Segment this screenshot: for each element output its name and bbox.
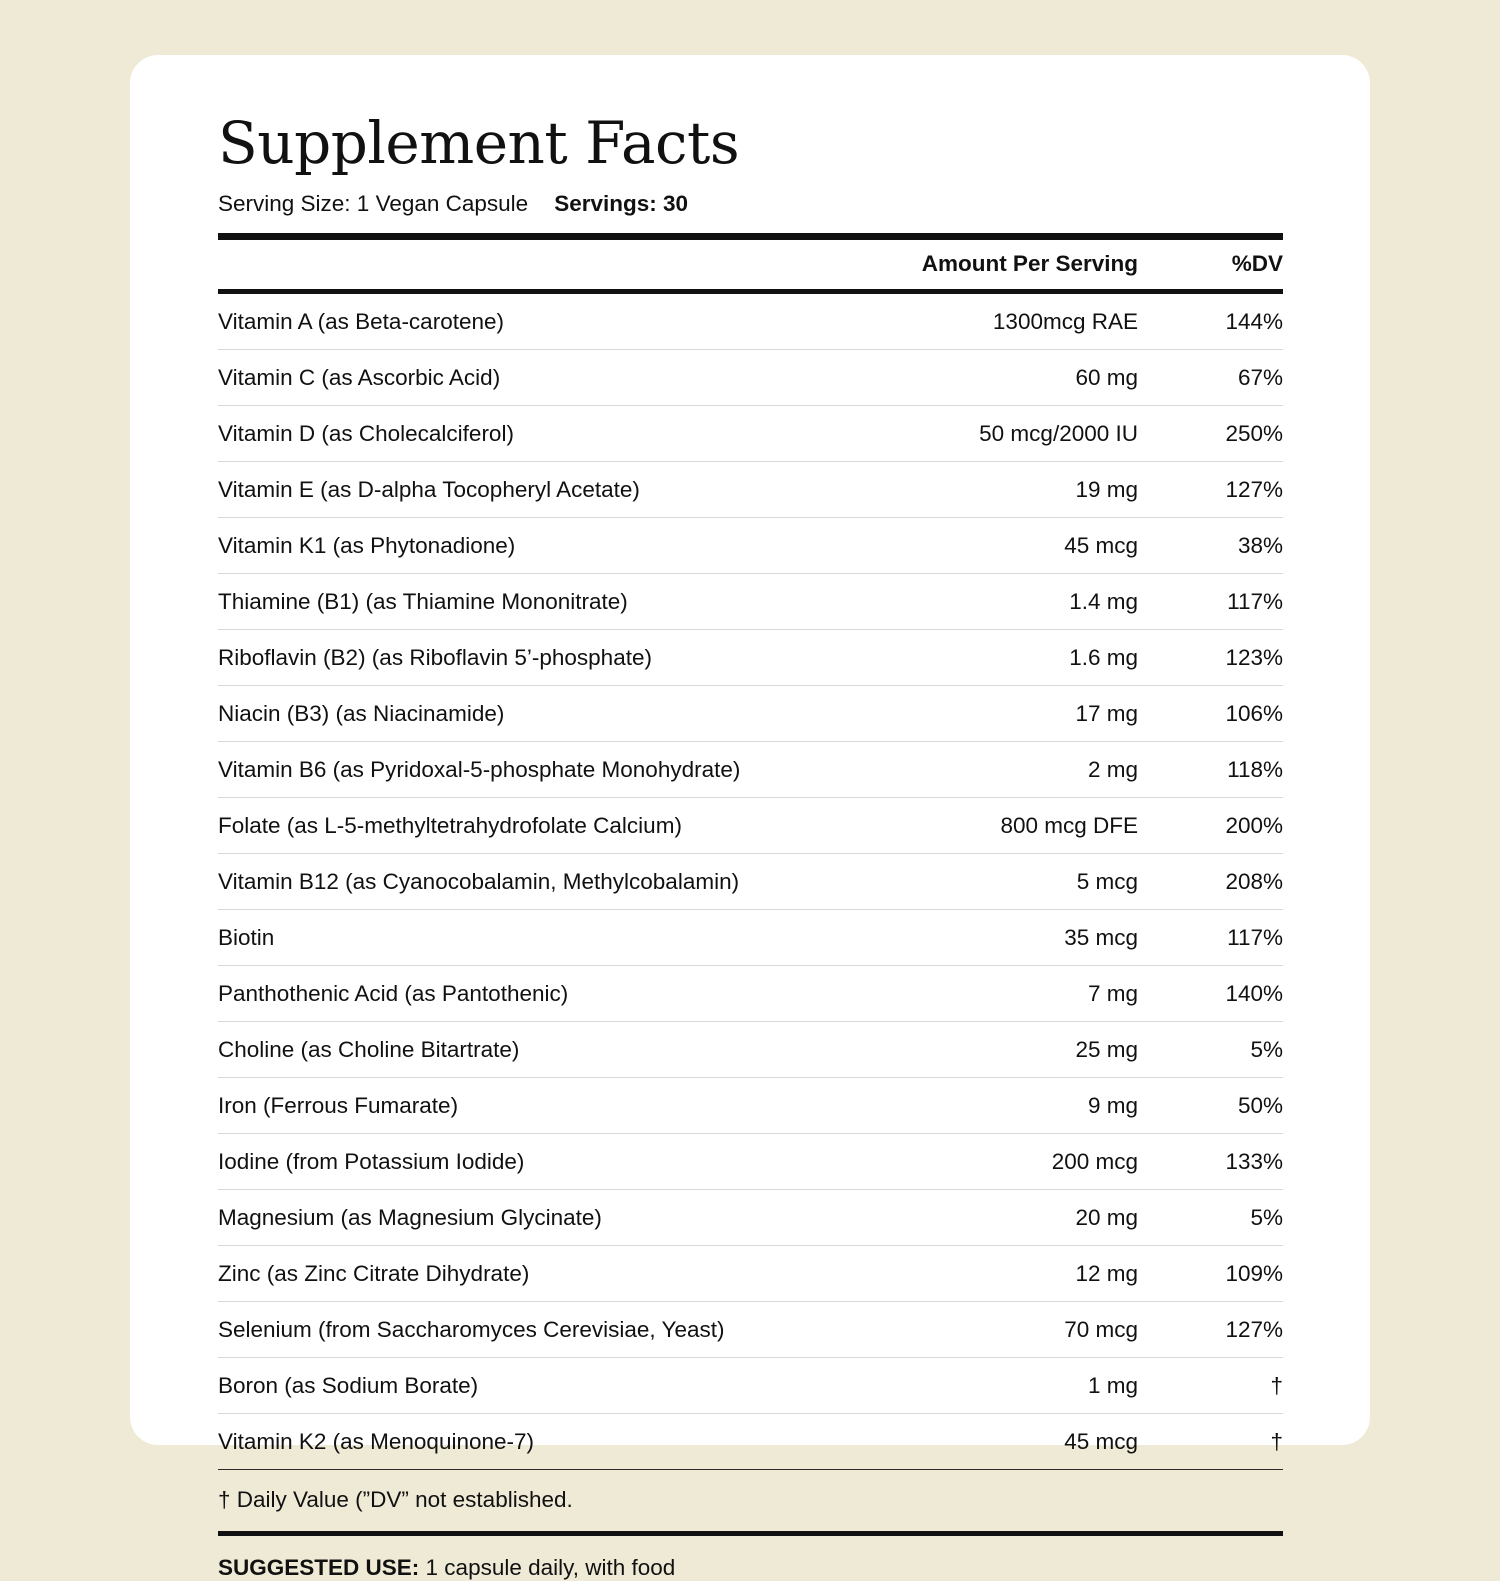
table-header-row [218,240,1283,289]
table-row [218,1301,1283,1357]
nutrient-amount: 70 mcg [838,1301,1138,1357]
nutrient-amount: 17 mg [838,685,1138,741]
table-row [218,1245,1283,1301]
nutrient-dv: 50% [1138,1077,1283,1133]
nutrient-name: Folate (as L-5-methyltetrahydrofolate Calcium) [218,797,838,853]
nutrient-amount: 9 mg [838,1077,1138,1133]
nutrient-dv: 5% [1138,1189,1283,1245]
nutrient-amount: 50 mcg/2000 IU [838,405,1138,461]
nutrient-dv: 106% [1138,685,1283,741]
table-row [218,1021,1283,1077]
nutrient-amount: 20 mg [838,1189,1138,1245]
table-row [218,1189,1283,1245]
nutrient-amount: 1300mcg RAE [838,294,1138,350]
nutrient-amount: 1.4 mg [838,573,1138,629]
nutrient-name: Vitamin B6 (as Pyridoxal-5-phosphate Monohydrate) [218,741,838,797]
nutrient-dv: 127% [1138,461,1283,517]
table-row [218,1077,1283,1133]
suggested-use [218,1536,1283,1581]
table-top-rule [218,233,1283,240]
daily-value-footnote: † Daily Value (”DV” not established. [218,1486,573,1512]
table-row [218,741,1283,797]
nutrient-amount: 60 mg [838,349,1138,405]
column-header-nutrient [218,240,838,289]
table-body [218,294,1283,1469]
supplement-facts-panel [130,55,1370,1580]
nutrient-amount: 45 mcg [1064,1428,1138,1454]
nutrient-name: Iodine (from Potassium Iodide) [218,1133,838,1189]
nutrient-amount: 12 mg [838,1245,1138,1301]
servings-count: Servings: 30 [554,190,689,216]
panel-content [218,110,1283,1581]
nutrient-name: Choline (as Choline Bitartrate) [218,1021,838,1077]
nutrient-name: Magnesium (as Magnesium Glycinate) [218,1189,838,1245]
nutrient-dv: 109% [1138,1245,1283,1301]
nutrient-name: Selenium (from Saccharomyces Cerevisiae, Yeast) [218,1301,838,1357]
nutrient-name: Riboflavin (B2) (as Riboflavin 5’-phosphate) [218,629,838,685]
nutrient-amount: 2 mg [838,741,1138,797]
nutrient-name: Iron (Ferrous Fumarate) [218,1077,838,1133]
nutrient-name: Niacin (B3) (as Niacinamide) [218,685,838,741]
nutrient-dv: † [1270,1428,1283,1454]
table-row [218,685,1283,741]
table-row [218,517,1283,573]
table-row [218,461,1283,517]
nutrient-amount: 200 mcg [838,1133,1138,1189]
table-row [218,349,1283,405]
table-row [218,573,1283,629]
nutrient-dv: 38% [1138,517,1283,573]
nutrient-amount: 1.6 mg [838,629,1138,685]
table-header [218,240,1283,289]
nutrient-name: Biotin [218,909,838,965]
nutrient-dv: 67% [1138,349,1283,405]
nutrient-name: Zinc (as Zinc Citrate Dihydrate) [218,1245,838,1301]
nutrient-amount: 5 mcg [838,853,1138,909]
table-row [218,965,1283,1021]
nutrient-name: Vitamin K2 (as Menoquinone-7) [218,1428,535,1454]
page-title: Supplement Facts [218,109,740,177]
nutrient-amount: 25 mg [838,1021,1138,1077]
supplement-facts-body-table [218,294,1283,1469]
nutrient-name: Vitamin B12 (as Cyanocobalamin, Methylcobalamin) [218,853,838,909]
nutrient-dv: 140% [1138,965,1283,1021]
nutrient-name: Panthothenic Acid (as Pantothenic) [218,965,838,1021]
nutrient-dv: 133% [1138,1133,1283,1189]
nutrient-name: Boron (as Sodium Borate) [218,1357,838,1413]
table-row [218,909,1283,965]
nutrient-amount: 35 mcg [838,909,1138,965]
nutrient-amount: 19 mg [838,461,1138,517]
table-row [218,1357,1283,1413]
nutrient-amount: 45 mcg [838,517,1138,573]
supplement-facts-table [218,240,1283,289]
nutrient-name: Thiamine (B1) (as Thiamine Mononitrate) [218,573,838,629]
nutrient-dv: 200% [1138,797,1283,853]
nutrient-dv: † [1138,1357,1283,1413]
nutrient-dv: 250% [1138,405,1283,461]
serving-size: Serving Size: 1 Vegan Capsule [218,190,529,216]
nutrient-dv: 144% [1138,294,1283,350]
nutrient-amount: 7 mg [838,965,1138,1021]
nutrient-name: Vitamin A (as Beta-carotene) [218,294,838,350]
table-row [218,405,1283,461]
nutrient-amount: 1 mg [838,1357,1138,1413]
serving-info [218,191,1283,217]
nutrient-name: Vitamin C (as Ascorbic Acid) [218,349,838,405]
column-header-dv: %DV [1231,250,1283,276]
nutrient-name: Vitamin D (as Cholecalciferol) [218,405,838,461]
nutrient-amount: 800 mcg DFE [838,797,1138,853]
table-row [218,294,1283,350]
table-row [218,853,1283,909]
suggested-use-value: 1 capsule daily, with food [425,1554,676,1580]
table-row [218,629,1283,685]
table-row [218,1133,1283,1189]
nutrient-name: Vitamin E (as D-alpha Tocopheryl Acetate) [218,461,838,517]
nutrient-dv: 117% [1138,909,1283,965]
nutrient-dv: 127% [1138,1301,1283,1357]
nutrient-dv: 208% [1138,853,1283,909]
nutrient-dv: 118% [1138,741,1283,797]
table-row [218,797,1283,853]
table-row [218,1413,1283,1469]
nutrient-name: Vitamin K1 (as Phytonadione) [218,517,838,573]
nutrient-dv: 5% [1138,1021,1283,1077]
column-header-amount: Amount Per Serving [921,250,1138,276]
nutrient-dv: 117% [1138,573,1283,629]
suggested-use-label: SUGGESTED USE: [218,1554,420,1580]
nutrient-dv: 123% [1138,629,1283,685]
